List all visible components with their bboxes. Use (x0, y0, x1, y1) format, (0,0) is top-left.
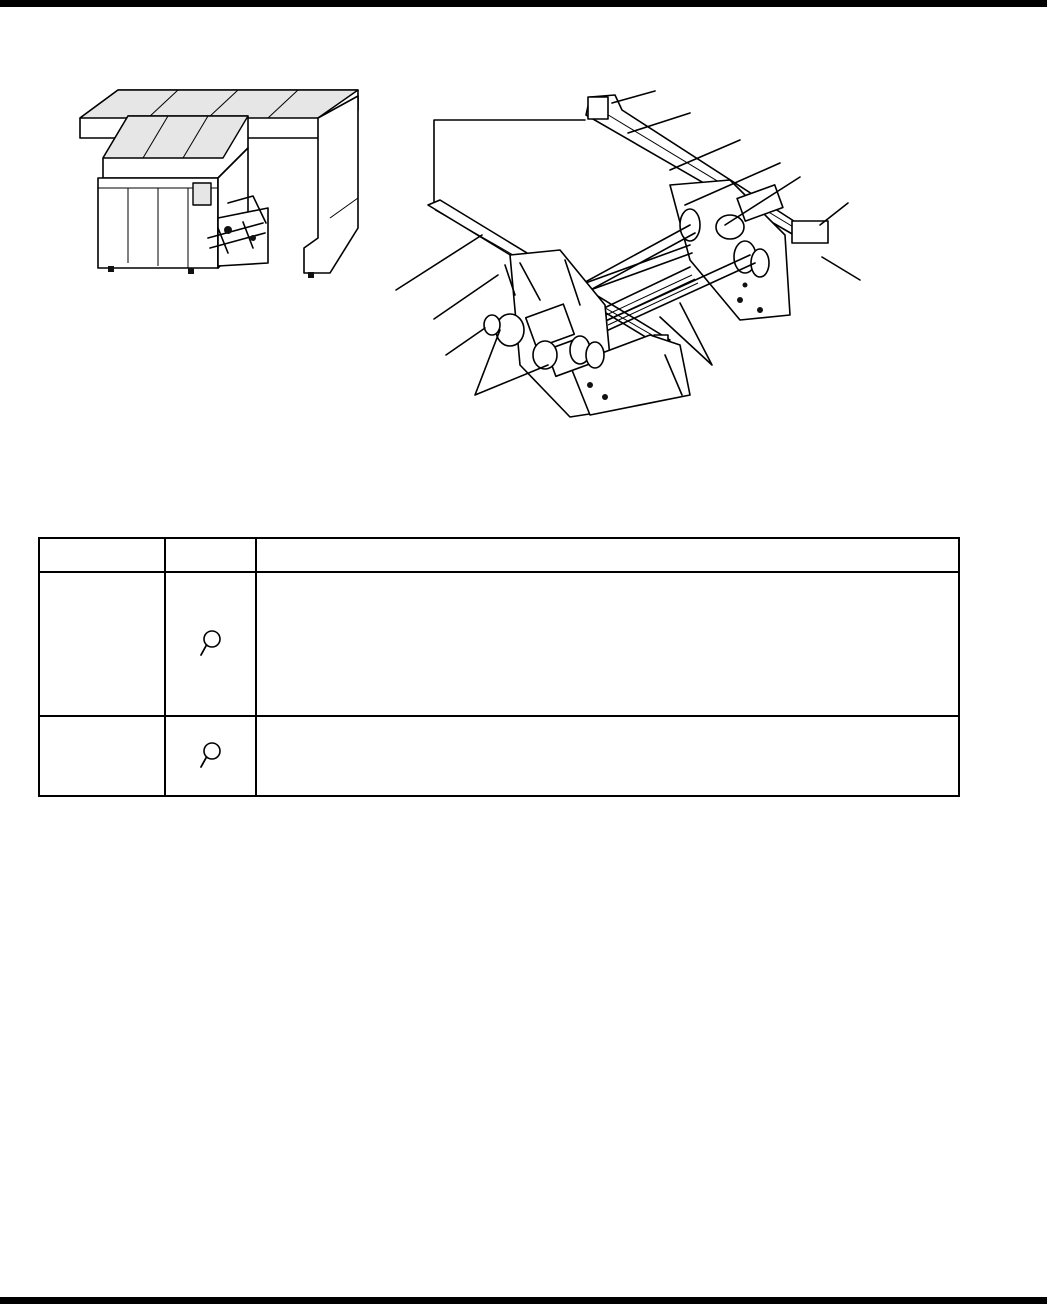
table-row (39, 572, 959, 716)
table-row (39, 716, 959, 796)
table-header-row (39, 538, 959, 572)
row-description-cell (256, 572, 959, 716)
conveyor-unit-figure (390, 85, 870, 430)
row-description-cell (256, 716, 959, 796)
magnifier-icon (198, 628, 224, 658)
column-header-method (165, 538, 256, 572)
magnifier-icon (198, 740, 224, 770)
machine-overview-figure (68, 88, 360, 288)
inspection-table (38, 537, 960, 797)
row-method-cell (165, 572, 256, 716)
bottom-rule (0, 1297, 1047, 1304)
row-item-cell (39, 716, 165, 796)
row-item-cell (39, 572, 165, 716)
column-header-item (39, 538, 165, 572)
top-rule (0, 0, 1047, 7)
column-header-description (256, 538, 959, 572)
row-method-cell (165, 716, 256, 796)
